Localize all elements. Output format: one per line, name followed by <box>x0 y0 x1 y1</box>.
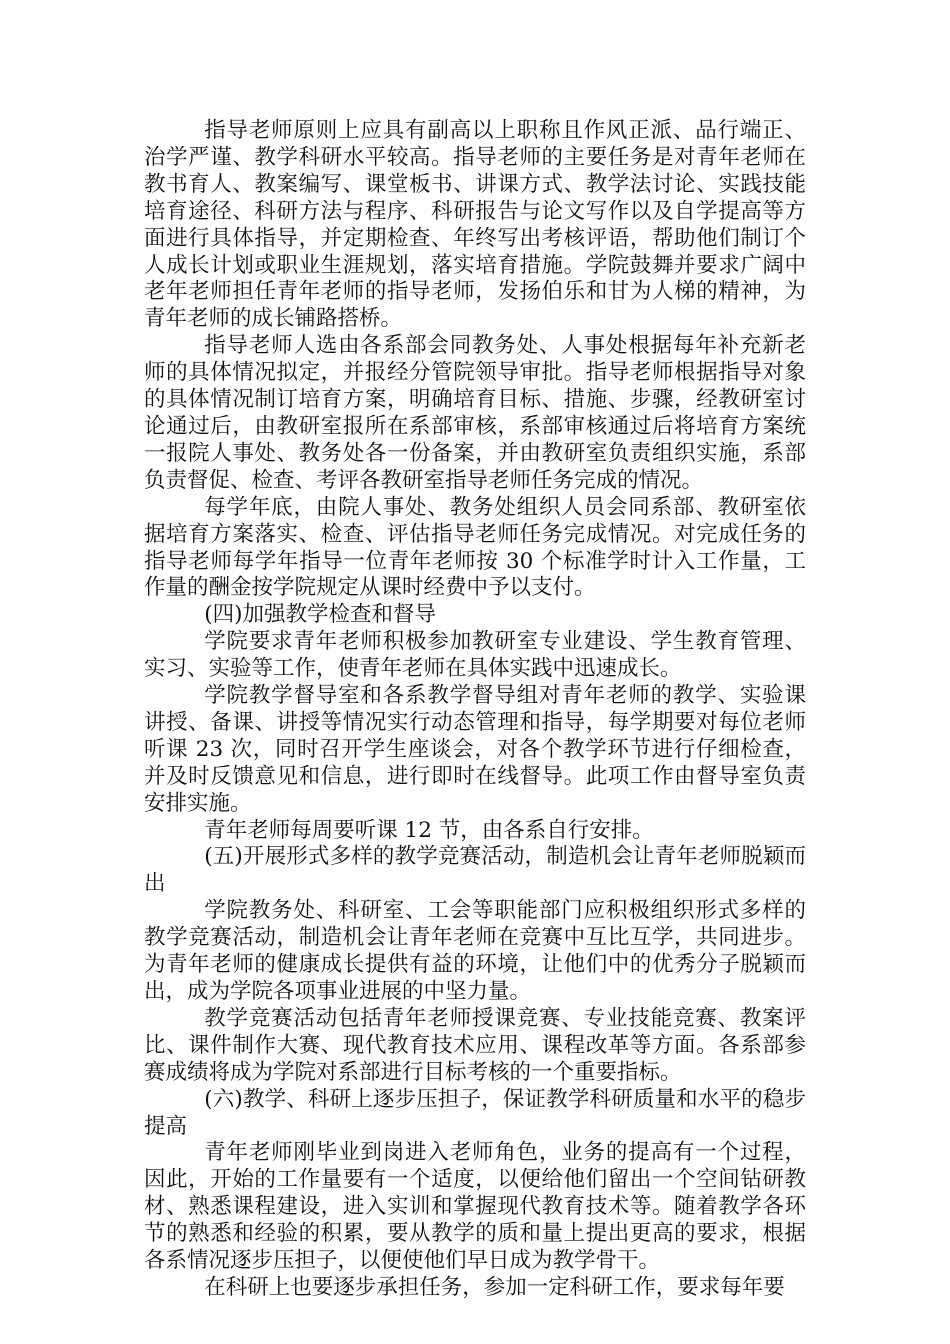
paragraph-weekly-observation: 青年老师每周要听课 12 节，由各系自行安排。 <box>204 817 654 843</box>
section-heading-5: (五)开展形式多样的教学竞赛活动，制造机会让青年老师脱颖而出 <box>144 844 806 897</box>
paragraph-competition-types: 教学竞赛活动包括青年老师授课竞赛、专业技能竞赛、教案评比、课件制作大赛、现代教育技术应用、课程改革等方面。各系部参赛成绩将成为学院对系部进行目标考核的一个重要指标。 <box>144 1005 806 1085</box>
paragraph-practice-participation: 学院要求青年老师积极参加教研室专业建设、学生教育管理、实习、实验等工作，使青年老师在具体实践中迅速成长。 <box>144 629 806 682</box>
paragraph-year-end-evaluation: 每学年底，由院人事处、教务处组织人员会同系部、教研室依据培育方案落实、检查、评估指导老师任务完成情况。对完成任务的指导老师每学年指导一位青年老师按 30 个标准学时计入工作量，工作量的酬金按学院规定从课时经费中予以支付。 <box>144 494 806 601</box>
paragraph-research-tasks: 在科研上也要逐步承担任务，参加一定科研工作，要求每年要 <box>204 1274 785 1300</box>
section-heading-4: (四)加强教学检查和督导 <box>204 602 436 628</box>
document-body <box>144 118 806 1302</box>
paragraph-mentor-qualifications: 指导老师原则上应具有副高以上职称且作风正派、品行端正、治学严谨、教学科研水平较高。指导老师的主要任务是对青年老师在教书育人、教案编写、课堂板书、讲课方式、教学法讨论、实践技能培育途径、科研方法与程序、科研报告与论文写作以及自学提高等方面进行具体指导，并定期检查、年终写出考核评语，帮助他们制订个人成长计划或职业生涯规划，落实培育措施。学院鼓舞并要求广阔中老年老师担任青年老师的指导老师，发扬伯乐和甘为人梯的精神，为青年老师的成长铺路搭桥。 <box>144 118 806 332</box>
paragraph-mentor-selection: 指导老师人选由各系部会同教务处、人事处根据每年补充新老师的具体情况拟定，并报经分管院领导审批。指导老师根据指导对象的具体情况制订培育方案，明确培育目标、措施、步骤，经教研室讨论通过后，由教研室报所在系部审核，系部审核通过后将培育方案统一报院人事处、教务处各一份备案，并由教研室负责组织实施，系部负责督促、检查、考评各教研室指导老师任务完成的情况。 <box>144 333 806 493</box>
paragraph-competitions: 学院教务处、科研室、工会等职能部门应积极组织形式多样的教学竞赛活动，制造机会让青年老师在竞赛中互比互学，共同进步。为青年老师的健康成长提供有益的环境，让他们中的优秀分子脱颖而出，成为学院各项事业进展的中坚力量。 <box>144 898 806 1004</box>
section-heading-6: (六)教学、科研上逐步压担子，保证教学科研质量和水平的稳步提高 <box>144 1086 806 1139</box>
paragraph-gradual-workload: 青年老师刚毕业到岗进入老师角色，业务的提高有一个过程，因此，开始的工作量要有一个适度，以便给他们留出一个空间钻研教材、熟悉课程建设，进入实训和掌握现代教育技术等。随着教学各环节的熟悉和经验的积累，要从教学的质和量上提出更高的要求，根据各系情况逐步压担子，以便使他们早日成为教学骨干。 <box>144 1140 806 1274</box>
paragraph-teaching-supervision: 学院教学督导室和各系教学督导组对青年老师的教学、实验课讲授、备课、讲授等情况实行动态管理和指导，每学期要对每位老师听课 23 次，同时召开学生座谈会，对各个教学环节进行仔细检查，并及时反馈意见和信息，进行即时在线督导。此项工作由督导室负责安排实施。 <box>144 683 806 816</box>
